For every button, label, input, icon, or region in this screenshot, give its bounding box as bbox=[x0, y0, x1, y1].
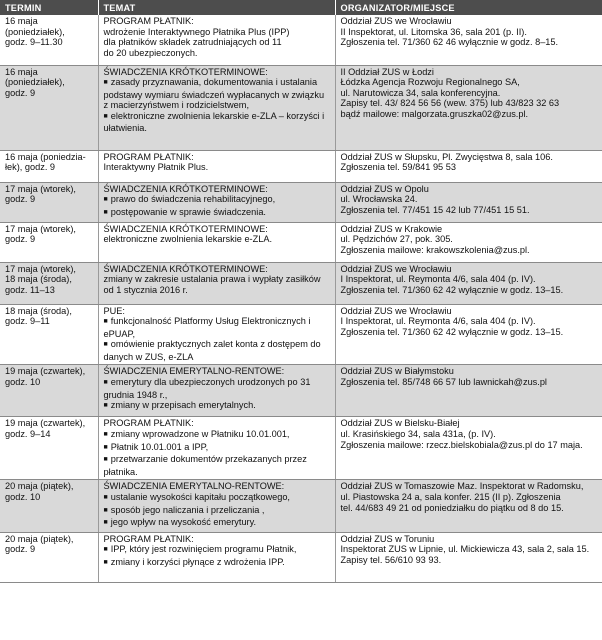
organizator-line: Zapisy tel. 43/ 824 56 56 (wew. 375) lub 43/823 32 63 bbox=[340, 98, 560, 109]
organizator-cell bbox=[335, 150, 602, 182]
organizator-line: Oddział ZUS w Białymstoku bbox=[340, 366, 454, 377]
table-row bbox=[0, 480, 602, 532]
organizator-cell bbox=[335, 417, 602, 480]
table-row bbox=[0, 15, 602, 65]
termin-line: 20 maja (piątek), bbox=[5, 481, 74, 492]
organizator-line: Zgłoszenia mailowe: krakowszkolenia@zus.pl. bbox=[340, 244, 530, 255]
organizator-line: ul. Piastowska 24 a, sala konfer. 215 (II p). Zgłoszenia bbox=[340, 492, 561, 503]
termin-cell bbox=[0, 15, 98, 65]
temat-bullet-line: ■ zmiany w przepisach emerytalnych. bbox=[104, 400, 331, 413]
temat-bullet-line: ■ ustalanie wysokości kapitału początkowego, bbox=[104, 492, 331, 505]
termin-line: 20 maja (piątek), bbox=[5, 533, 74, 544]
organizator-line: tel. 44/683 49 21 od poniedziałku do piątku od 8 do 15. bbox=[340, 502, 564, 513]
temat-line: PROGRAM PŁATNIK: bbox=[103, 418, 194, 429]
organizator-cell bbox=[335, 15, 602, 65]
organizator-cell bbox=[335, 365, 602, 417]
temat-bullet-line: ■ postępowanie w sprawie świadczenia. bbox=[104, 207, 331, 220]
termin-cell bbox=[0, 532, 98, 582]
termin-cell bbox=[0, 150, 98, 182]
table-row bbox=[0, 65, 602, 150]
organizator-line: Oddział ZUS we Wrocławiu bbox=[340, 263, 452, 274]
temat-line: ŚWIADCZENIA KRÓTKOTERMINOWE: bbox=[103, 66, 268, 77]
temat-bullet-line: ■ zmiany i korzyści płynące z wdrożenia IPP. bbox=[104, 557, 331, 570]
temat-line: do 20 ubezpieczonych. bbox=[103, 47, 198, 58]
organizator-line: II Inspektorat, ul. Litomska 36, sala 201 (p. II). bbox=[340, 26, 527, 37]
termin-line: godz. 9 bbox=[5, 544, 36, 555]
organizator-line: Oddział ZUS w Bielsku-Białej bbox=[340, 418, 460, 429]
temat-cell bbox=[98, 365, 335, 417]
organizator-line: Oddział ZUS w Tomaszowie Maz. Inspektorat w Radomsku, bbox=[340, 481, 584, 492]
temat-bullet-line: ■ elektroniczne zwolnienia lekarskie e-ZLA – korzyści i bbox=[104, 111, 331, 124]
termin-line: 17 maja (wtorek), bbox=[5, 263, 76, 274]
organizator-line: bądź mailowe: malgorzata.gruszka02@zus.pl. bbox=[340, 108, 529, 119]
termin-line: łek), godz. 9 bbox=[5, 162, 56, 173]
header-termin: TERMIN bbox=[0, 0, 98, 15]
organizator-line: Oddział ZUS we Wrocławiu bbox=[340, 305, 452, 316]
termin-cell bbox=[0, 304, 98, 365]
organizator-cell bbox=[335, 480, 602, 532]
termin-cell bbox=[0, 417, 98, 480]
temat-line: od 1 stycznia 2016 r. bbox=[103, 284, 188, 295]
temat-line: ŚWIADCZENIA KRÓTKOTERMINOWE: bbox=[103, 263, 268, 274]
termin-line: 17 maja (wtorek), bbox=[5, 183, 76, 194]
termin-line: 18 maja (środa), bbox=[5, 305, 72, 316]
temat-cell bbox=[98, 417, 335, 480]
organizator-line: Zgłoszenia tel. 71/360 62 42 wyłącznie w godz. 13–15. bbox=[340, 284, 564, 295]
temat-line: grudnia 1948 r., bbox=[103, 389, 168, 400]
organizator-line: ul. Narutowicza 34, sala konferencyjna. bbox=[340, 87, 501, 98]
organizator-cell bbox=[335, 532, 602, 582]
organizator-line: Zgłoszenia tel. 77/451 15 42 lub 77/451 15 51. bbox=[340, 204, 530, 215]
table-row bbox=[0, 417, 602, 480]
header-temat: TEMAT bbox=[98, 0, 335, 15]
organizator-line: Oddział ZUS w Krakowie bbox=[340, 223, 443, 234]
temat-line: elektroniczne zwolnienia lekarskie e-ZLA. bbox=[103, 234, 273, 245]
termin-line: godz. 9–14 bbox=[5, 429, 51, 440]
temat-bullet-line: ■ zmiany wprowadzone w Płatniku 10.01.001, bbox=[104, 429, 331, 442]
header-row bbox=[0, 0, 602, 15]
termin-line: 16 maja bbox=[5, 16, 38, 26]
organizator-cell bbox=[335, 222, 602, 262]
temat-line: dla płatników składek zatrudniających od 11 bbox=[103, 37, 282, 48]
temat-cell bbox=[98, 222, 335, 262]
temat-line: ŚWIADCZENIA EMERYTALNO-RENTOWE: bbox=[103, 366, 285, 377]
temat-line: PROGRAM PŁATNIK: bbox=[103, 151, 194, 162]
organizator-line: ul. Krasińskiego 34, sala 431a, (p. IV). bbox=[340, 429, 496, 440]
temat-line: PUE: bbox=[103, 305, 125, 316]
organizator-line: I Inspektorat, ul. Reymonta 4/6, sala 404 (p. IV). bbox=[340, 316, 536, 327]
table-row bbox=[0, 532, 602, 582]
temat-cell bbox=[98, 65, 335, 150]
termin-line: godz. 9 bbox=[5, 87, 36, 98]
organizator-line: Oddział ZUS w Toruniu bbox=[340, 533, 435, 544]
temat-line: danych w ZUS, e-ZLA bbox=[103, 351, 194, 362]
organizator-line: Zgłoszenia mailowe: rzecz.bielskobiala@zus.pl do 17 maja. bbox=[340, 439, 583, 450]
table-row bbox=[0, 365, 602, 417]
temat-line: Interaktywny Płatnik Plus. bbox=[103, 162, 209, 173]
temat-bullet-line: ■ prawo do świadczenia rehabilitacyjnego, bbox=[104, 194, 331, 207]
table-body bbox=[0, 15, 602, 582]
termin-line: 16 maja (poniedzia- bbox=[5, 151, 86, 162]
termin-cell bbox=[0, 365, 98, 417]
termin-line: 17 maja (wtorek), bbox=[5, 223, 76, 234]
organizator-line: Oddział ZUS w Słupsku, Pl. Zwycięstwa 8, sala 106. bbox=[340, 151, 553, 162]
temat-cell bbox=[98, 532, 335, 582]
organizator-line: ul. Pędzichów 27, pok. 305. bbox=[340, 234, 453, 245]
temat-line: ŚWIADCZENIA EMERYTALNO-RENTOWE: bbox=[103, 481, 285, 492]
organizator-line: Oddział ZUS we Wrocławiu bbox=[340, 16, 452, 26]
termin-cell bbox=[0, 65, 98, 150]
termin-line: godz. 9–11 bbox=[5, 316, 50, 327]
termin-line: 18 maja (środa), bbox=[5, 274, 72, 285]
temat-line: ułatwienia. bbox=[103, 123, 147, 134]
table-row bbox=[0, 150, 602, 182]
temat-cell bbox=[98, 304, 335, 365]
temat-bullet-line: ■ przetwarzanie dokumentów przekazanych przez bbox=[104, 454, 331, 467]
organizator-line: Zgłoszenia tel. 59/841 95 53 bbox=[340, 162, 456, 173]
organizator-line: Zgłoszenia tel. 71/360 62 42 wyłącznie w godz. 13–15. bbox=[340, 326, 564, 337]
temat-line: ŚWIADCZENIA KRÓTKOTERMINOWE: bbox=[103, 223, 268, 234]
table-row bbox=[0, 222, 602, 262]
termin-cell bbox=[0, 222, 98, 262]
organizator-cell bbox=[335, 304, 602, 365]
temat-bullet-line: ■ zasady przyznawania, dokumentowania i ustalania bbox=[104, 77, 331, 90]
temat-bullet-line: ■ Płatnik 10.01.001 a IPP, bbox=[104, 442, 331, 455]
temat-line: PROGRAM PŁATNIK: bbox=[103, 533, 194, 544]
temat-cell bbox=[98, 150, 335, 182]
organizator-line: I Inspektorat, ul. Reymonta 4/6, sala 404 (p. IV). bbox=[340, 274, 536, 285]
temat-bullet-line: ■ omówienie praktycznych zalet konta z dostępem do bbox=[104, 339, 331, 352]
temat-cell bbox=[98, 182, 335, 222]
temat-line: ŚWIADCZENIA KRÓTKOTERMINOWE: bbox=[103, 183, 268, 194]
organizator-cell bbox=[335, 65, 602, 150]
organizator-line: Oddział ZUS w Opolu bbox=[340, 183, 429, 194]
termin-line: 19 maja (czwartek), bbox=[5, 366, 86, 377]
termin-line: godz. 11–13 bbox=[5, 284, 55, 295]
temat-line: ePUAP, bbox=[103, 328, 135, 339]
temat-line: z macierzyństwem i rodzicielstwem, bbox=[103, 100, 249, 111]
table-row bbox=[0, 262, 602, 304]
termin-line: godz. 9 bbox=[5, 234, 36, 245]
temat-line: płatnika. bbox=[103, 466, 138, 477]
temat-bullet-line: ■ IPP, który jest rozwinięciem programu Płatnik, bbox=[104, 544, 331, 557]
header-organizator: ORGANIZATOR/MIEJSCE bbox=[335, 0, 602, 15]
organizator-line: Zgłoszenia tel. 85/748 66 57 lub lawnickah@zus.pl bbox=[340, 377, 547, 388]
temat-cell bbox=[98, 480, 335, 532]
termin-line: 19 maja (czwartek), bbox=[5, 418, 86, 429]
organizator-line: Zgłoszenia tel. 71/360 62 46 wyłącznie w godz. 8–15. bbox=[340, 37, 559, 48]
termin-cell bbox=[0, 262, 98, 304]
organizator-cell bbox=[335, 182, 602, 222]
termin-line: godz. 9–11.30 bbox=[5, 37, 63, 48]
termin-line: godz. 9 bbox=[5, 194, 36, 205]
temat-bullet-line: ■ sposób jego naliczania i przeliczania , bbox=[104, 505, 331, 518]
termin-line: godz. 10 bbox=[5, 492, 41, 503]
organizator-cell bbox=[335, 262, 602, 304]
temat-line: zmiany w zakresie ustalania prawa i wypłaty zasiłków bbox=[103, 274, 321, 285]
temat-line: podstawy wymiaru świadczeń wypłacanych w związku bbox=[103, 89, 325, 100]
temat-cell bbox=[98, 262, 335, 304]
termin-line: godz. 10 bbox=[5, 377, 41, 388]
temat-cell bbox=[98, 15, 335, 65]
temat-bullet-line: ■ jego wpływ na wysokość emerytury. bbox=[104, 517, 331, 530]
temat-bullet-line: ■ funkcjonalność Platformy Usług Elektronicznych i bbox=[104, 316, 331, 329]
organizator-line: II Oddział ZUS w Łodzi bbox=[340, 66, 434, 77]
table-row bbox=[0, 182, 602, 222]
organizator-line: Łódzka Agencja Rozwoju Regionalnego SA, bbox=[340, 77, 520, 88]
termin-line: (poniedziałek), bbox=[5, 26, 65, 37]
termin-line: 16 maja bbox=[5, 66, 38, 77]
organizator-line: ul. Wrocławska 24. bbox=[340, 194, 418, 205]
termin-cell bbox=[0, 182, 98, 222]
temat-line: PROGRAM PŁATNIK: bbox=[103, 16, 194, 26]
organizator-line: Zapisy tel. 56/610 93 93. bbox=[340, 555, 442, 565]
termin-cell bbox=[0, 480, 98, 532]
termin-line: (poniedziałek), bbox=[5, 77, 65, 88]
temat-line: wdrożenie Interaktywnego Płatnika Plus (IPP) bbox=[103, 26, 290, 37]
temat-bullet-line: ■ emerytury dla ubezpieczonych urodzonych po 31 bbox=[104, 377, 331, 390]
table-row bbox=[0, 304, 602, 365]
organizator-line: Inspektorat ZUS w Lipnie, ul. Mickiewicza 43, sala 2, sala 15. bbox=[340, 544, 590, 555]
